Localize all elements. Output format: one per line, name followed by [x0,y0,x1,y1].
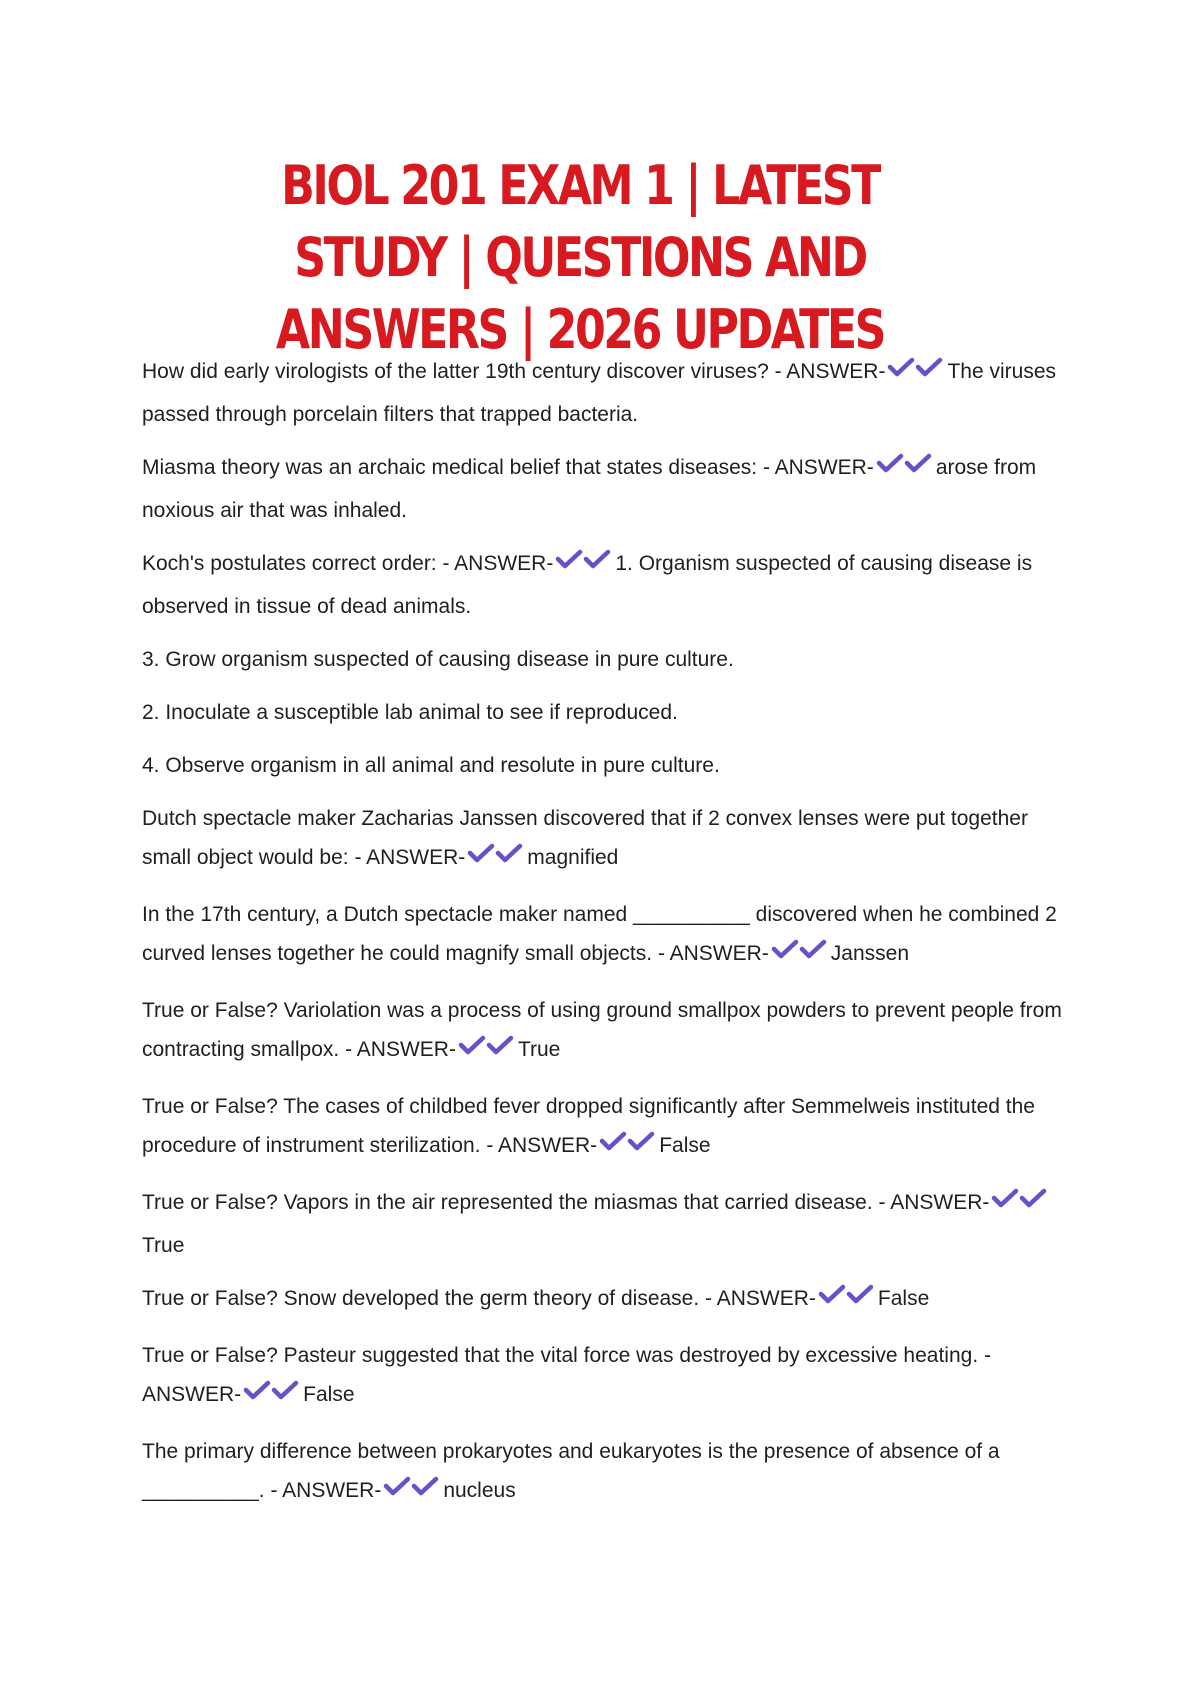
koch-step: 2. Inoculate a susceptible lab animal to see if reproduced. [142,701,678,724]
double-check [555,548,611,587]
answer-marker: - ANSWER- [442,552,554,575]
double-check [991,1187,1047,1226]
title-line-2: ANSWERS | 2026 UPDATES [275,298,885,361]
page-title [211,150,949,366]
answer-marker: - ANSWER- [774,360,886,383]
check-icon [771,938,799,960]
koch-step: 4. Observe organism in all animal and resolute in pure culture. [142,754,720,777]
check-icon [467,842,495,864]
answer-marker: - ANSWER- [657,942,769,965]
check-icon [876,452,904,474]
qa-item [142,448,1072,530]
double-check [818,1283,874,1322]
qa-list [142,352,1072,1528]
answer-text: Janssen [830,942,910,965]
answer-text: False [659,1134,711,1157]
title-line-1: BIOL 201 EXAM 1 | LATEST STUDY | QUESTIONS AND [281,154,879,289]
check-icon [818,1283,846,1305]
check-icon [383,1475,411,1497]
qa-item [142,991,1072,1073]
check-icon [486,1034,514,1056]
answer-text: The viruses passed through porcelain filters that trapped bacteria. [142,360,1057,426]
answer-text: True [517,1038,561,1061]
question-text: In the 17th century, a Dutch spectacle maker named __________ discovered when he combined 2 curved lenses together he could magnify small objects. [142,903,1057,965]
check-icon [1019,1187,1047,1209]
question-text: Dutch spectacle maker Zacharias Janssen discovered that if 2 convex lenses were put together small object would be: [142,807,1028,869]
qa-item [142,1432,1072,1514]
question-text: How did early virologists of the latter 19th century discover viruses? [142,360,769,383]
check-icon [887,356,915,378]
qa-item [142,352,1072,434]
answer-marker: - ANSWER- [354,846,466,869]
question-text: True or False? The cases of childbed fever dropped significantly after Semmelweis instituted the procedure of instrument sterilization. [142,1095,1035,1157]
answer-marker: - ANSWER- [486,1134,598,1157]
question-text: The primary difference between prokaryotes and eukaryotes is the presence of absence of a __________. [142,1440,1000,1502]
check-icon [411,1475,439,1497]
double-check [771,938,827,977]
double-check [383,1475,439,1514]
qa-item [142,799,1072,881]
check-icon [243,1379,271,1401]
qa-item [142,895,1072,977]
koch-step: 3. Grow organism suspected of causing disease in pure culture. [142,648,734,671]
qa-item [142,544,1072,626]
check-icon [846,1283,874,1305]
qa-item [142,1183,1072,1265]
double-check [243,1379,299,1418]
check-icon [555,548,583,570]
qa-item [142,1087,1072,1169]
check-icon [271,1379,299,1401]
double-check [599,1130,655,1169]
answer-text: False [877,1287,930,1310]
answer-text: 1. Organism suspected of causing disease is observed in tissue of dead animals. [142,552,1033,618]
answer-text: True [142,1234,185,1257]
question-text: Koch's postulates correct order: [142,552,437,575]
qa-item [142,1279,1072,1322]
qa-item [142,1336,1072,1418]
check-icon [599,1130,627,1152]
check-icon [583,548,611,570]
check-icon [915,356,943,378]
answer-marker: - ANSWER- [705,1287,816,1310]
double-check [458,1034,514,1073]
answer-text: magnified [527,846,619,869]
question-text: True or False? Variolation was a process of using ground smallpox powders to prevent people from contracting smallpox. [142,999,1062,1061]
question-text: True or False? Pasteur suggested that the vital force was destroyed by excessive heating. [142,1344,979,1367]
double-check [467,842,523,881]
check-icon [991,1187,1019,1209]
check-icon [799,938,827,960]
answer-marker: - ANSWER- [142,1344,992,1406]
answer-marker: - ANSWER- [762,456,874,479]
answer-text: False [303,1383,355,1406]
answer-marker: - ANSWER- [878,1191,990,1214]
answer-text: nucleus [443,1479,516,1502]
question-text: True or False? Snow developed the germ theory of disease. [142,1287,700,1310]
answer-text: arose from noxious air that was inhaled. [142,456,1037,522]
double-check [887,356,943,395]
question-text: True or False? Vapors in the air represented the miasmas that carried disease. [142,1191,873,1214]
answer-marker: - ANSWER- [345,1038,456,1061]
check-icon [904,452,932,474]
answer-marker: - ANSWER- [270,1479,382,1502]
double-check [876,452,932,491]
check-icon [458,1034,486,1056]
question-text: Miasma theory was an archaic medical belief that states diseases: [142,456,758,479]
check-icon [495,842,523,864]
check-icon [627,1130,655,1152]
